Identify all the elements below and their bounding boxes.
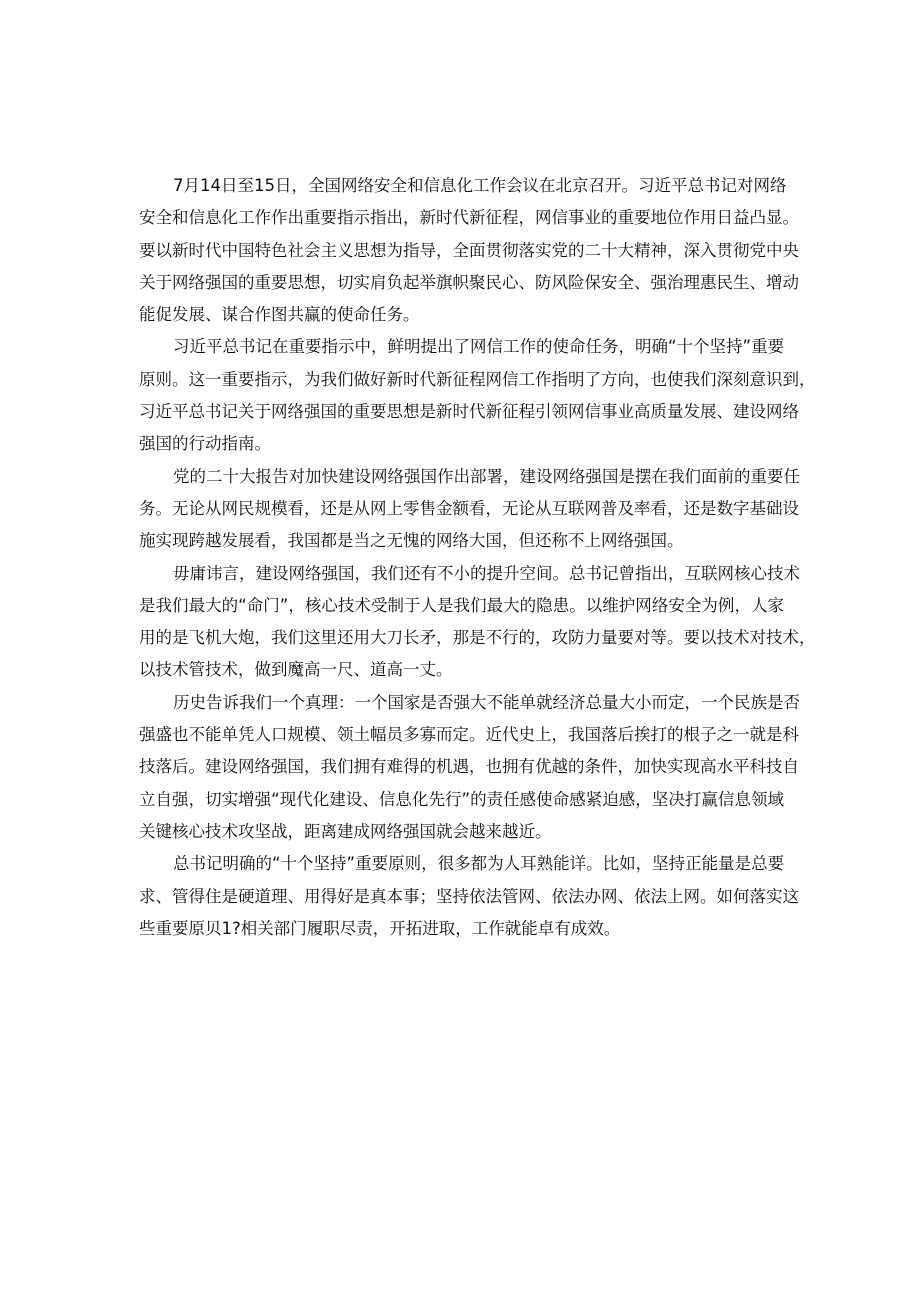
text-line: 毋庸讳言，建设网络强国，我们还有不小的提升空间。总书记曾指出，互联网核心技术 [173, 563, 800, 583]
text-line: 习近平总书记在重要指示中，鲜明提出了网信工作的使命任务，明确“十个坚持”重要 [173, 337, 785, 357]
paragraph [139, 848, 799, 945]
document-body [139, 170, 816, 945]
paragraph [139, 170, 799, 331]
text-line: 习近平总书记关于网络强国的重要思想是新时代新征程引领网信事业高质量发展、建设网络 [139, 402, 799, 422]
text-line: 些重要原贝1?相关部门履职尽责，开拓进取，工作就能卓有成效。 [139, 918, 621, 938]
text-line: 立自强，切实增强“现代化建设、信息化先行”的责任感使命感紧迫感，坚决打赢信息领域 [139, 789, 784, 809]
paragraph [139, 331, 816, 460]
paragraph [139, 687, 800, 848]
text-line: 党的二十大报告对加快建设网络强国作出部署，建设网络强国是摆在我们面前的重要任 [173, 466, 800, 486]
text-line: 原则。这一重要指示，为我们做好新时代新征程网信工作指明了方向，也使我们深刻意识到， [139, 369, 816, 389]
text-line: 施实现跨越发展看，我国都是当之无愧的网络大国，但还称不上网络强国。 [139, 531, 684, 551]
text-line: 历史告诉我们一个真理：一个国家是否强大不能单就经济总量大小而定，一个民族是否 [173, 692, 800, 712]
paragraph [139, 558, 816, 687]
text-line: 是我们最大的“命门”，核心技术受制于人是我们最大的隐患。以维护网络安全为例，人家 [139, 595, 784, 615]
text-line: 7月14日至15日，全国网络安全和信息化工作会议在北京召开。习近平总书记对网络 [173, 176, 787, 195]
text-line: 务。无论从网民规模看，还是从网上零售金额看，无论从互联网普及率看，还是数字基础设 [139, 498, 799, 518]
text-line: 能促发展、谋合作图共赢的使命任务。 [139, 305, 420, 325]
text-line: 用的是飞机大炮，我们这里还用大刀长矛，那是不行的，攻防力量要对等。要以技术对技术， [139, 628, 816, 648]
text-line: 技落后。建设网络强国，我们拥有难得的机遇，也拥有优越的条件，加快实现高水平科技自 [139, 757, 799, 777]
text-line: 安全和信息化工作作出重要指示指出，新时代新征程，网信事业的重要地位作用日益凸显。 [139, 208, 799, 228]
text-line: 强国的行动指南。 [139, 434, 271, 454]
text-line: 强盛也不能单凭人口规模、领土幅员多寡而定。近代史上，我国落后挨打的根子之一就是科 [139, 725, 799, 745]
text-line: 以技术管技术，做到魔高一尺、道高一丈。 [139, 660, 453, 680]
text-line: 关于网络强国的重要思想，切实肩负起举旗帜聚民心、防风险保安全、强治理惠民生、增动 [139, 272, 799, 292]
text-line: 总书记明确的“十个坚持”重要原则，很多都为人耳熟能详。比如，坚持正能量是总要 [173, 854, 785, 874]
text-line: 关键核心技术攻坚战，距离建成网络强国就会越来越近。 [139, 821, 552, 841]
text-line: 求、管得住是硬道理、用得好是真本事；坚持依法管网、依法办网、依法上网。如何落实这 [139, 886, 799, 906]
text-line: 要以新时代中国特色社会主义思想为指导，全面贯彻落实党的二十大精神，深入贯彻党中央 [139, 240, 799, 260]
paragraph [139, 461, 800, 558]
